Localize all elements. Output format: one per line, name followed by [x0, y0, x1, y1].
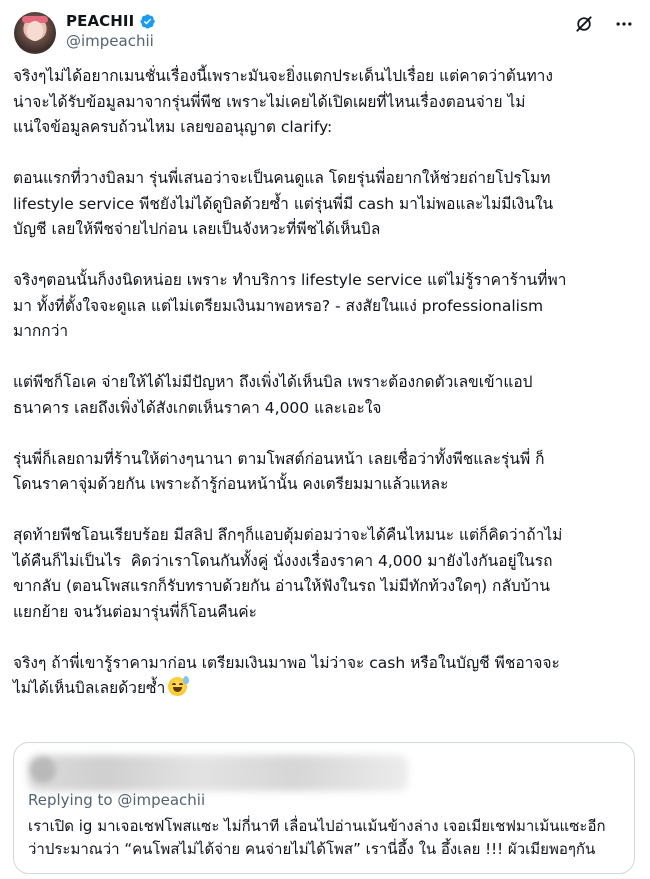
avatar-face	[27, 21, 43, 41]
verified-badge-icon	[139, 13, 156, 30]
quoted-text-line: ว่าประมาณว่า “คนโพสไม่ได้จ่าย คนจ่ายไม่ได้โพส” เรานี่อึ้ง ใน อึ้งเลย !!! ผัวเมียพอๆกัน	[28, 840, 596, 858]
tweet-paragraph: จริงๆตอนนั้นก็งงนิดหน่อย เพราะ ทำบริการ lifestyle service แต่ไม่รู้ราคาร้านที่พา มา ทั้งที่ตั้งใจจะดูแล แต่ไม่เตรียมเงินมาพอหรอ? - สงสัยในแง่ professionalism มากกว่า	[13, 271, 567, 340]
author-display-name[interactable]: PEACHII	[66, 12, 135, 30]
blurred-quoted-author	[28, 755, 408, 791]
author-name-row[interactable]	[66, 12, 156, 30]
tweet-paragraph-text: จริงๆ ถ้าพี่เขารู้ราคามาก่อน เตรียมเงินมาพอ ไม่ว่าจะ cash หรือในบัญชี พีชอาจจะ ไม่ได้เห็นบิลเลยด้วยซ้ำ	[13, 653, 560, 697]
tweet-paragraph: สุดท้ายพีชโอนเรียบร้อย มีสลิป ลึกๆก็แอบตุ้มต่อมว่าจะได้คืนไหมนะ แต่ก็คิดว่าถ้าไม่ ได้คืนก็ไม่เป็นไร คิดว่าเราโดนกันทั้งคู่ นั่งงงเรื่องราคา 4,000 มายังไงกันอยู่ในรถ ขากลับ (ตอนโพสแรกก็รับทราบด้วยกัน อ่านให้ฟังในรถ ไม่มีทักท้วงใดๆ) กลับบ้าน แยกย้าย จนวันต่อมารุ่นพี่ก็โอนคืนค่ะ	[13, 526, 563, 621]
tweet-paragraph-last	[13, 651, 638, 702]
quoted-tweet-card[interactable]	[13, 742, 635, 874]
tweet-paragraph: จริงๆไม่ได้อยากเมนชั่นเรื่องนี้เพราะมันจะยิ่งแตกประเด็นไปเรื่อย แต่คาดว่าต้นทาง น่าจะได้รับข้อมูลมาจากรุ่นพี่พีช เพราะไม่เคยได้เปิดเผยที่ไหนเรื่องตอนจ่าย ไม่ แน่ใจข้อมูลครบถ้วนไหม เลยขออนุญาต clarify:	[13, 67, 553, 136]
tweet-paragraph: ตอนแรกที่วางบิลมา รุ่นพี่เสนอว่าจะเป็นคนดูแล โดยรุ่นพี่อยากให้ช่วยถ่ายโปรโมท lifestyle service พีชยังไม่ได้ดูบิลด้วยซ้ำ แต่รุ่นพี่มี cash มาไม่พอและไม่มีเงินใน บัญชี เลยให้พีชจ่ายไปก่อน เลยเป็นจังหวะที่พีชได้เห็นบิล	[13, 169, 554, 238]
grok-icon[interactable]	[574, 14, 594, 34]
header-actions	[574, 14, 634, 34]
blurred-quoted-avatar	[30, 757, 56, 783]
tweet-header	[12, 10, 638, 58]
author-avatar[interactable]	[14, 12, 56, 54]
more-options-icon[interactable]	[614, 14, 634, 34]
tweet-body	[13, 64, 638, 702]
replying-to-label: Replying to @impeachii	[28, 791, 206, 809]
quoted-tweet-text	[28, 815, 624, 861]
tweet-paragraph: รุ่นพี่ก็เลยถามที่ร้านให้ต่างๆนานา ตามโพสต์ก่อนหน้า เลยเชื่อว่าทั้งพีชและรุ่นพี่ ก็ โดนราคาจุ่มด้วยกัน เพราะถ้ารู้ก่อนหน้านั้น คงเตรียมมาแล้วแหละ	[13, 449, 545, 493]
tweet-paragraph: แต่พีชก็โอเค จ่ายให้ได้ไม่มีปัญหา ถึงเพิ่งได้เห็นบิล เพราะต้องกดตัวเลขเข้าแอป ธนาคาร เลยถึงเพิ่งได้สังเกตเห็นราคา 4,000 และเอะใจ	[13, 373, 533, 417]
quoted-text-line: เราเปิด ig มาเจอเชฟโพสแซะ ไม่กี่นาที เลื่อนไปอ่านเม้นข้างล่าง เจอเมียเชฟมาเม้นแซะอีก	[28, 817, 606, 835]
author-handle[interactable]: @impeachii	[66, 32, 154, 50]
grinning-face-with-sweat-emoji	[168, 677, 187, 696]
